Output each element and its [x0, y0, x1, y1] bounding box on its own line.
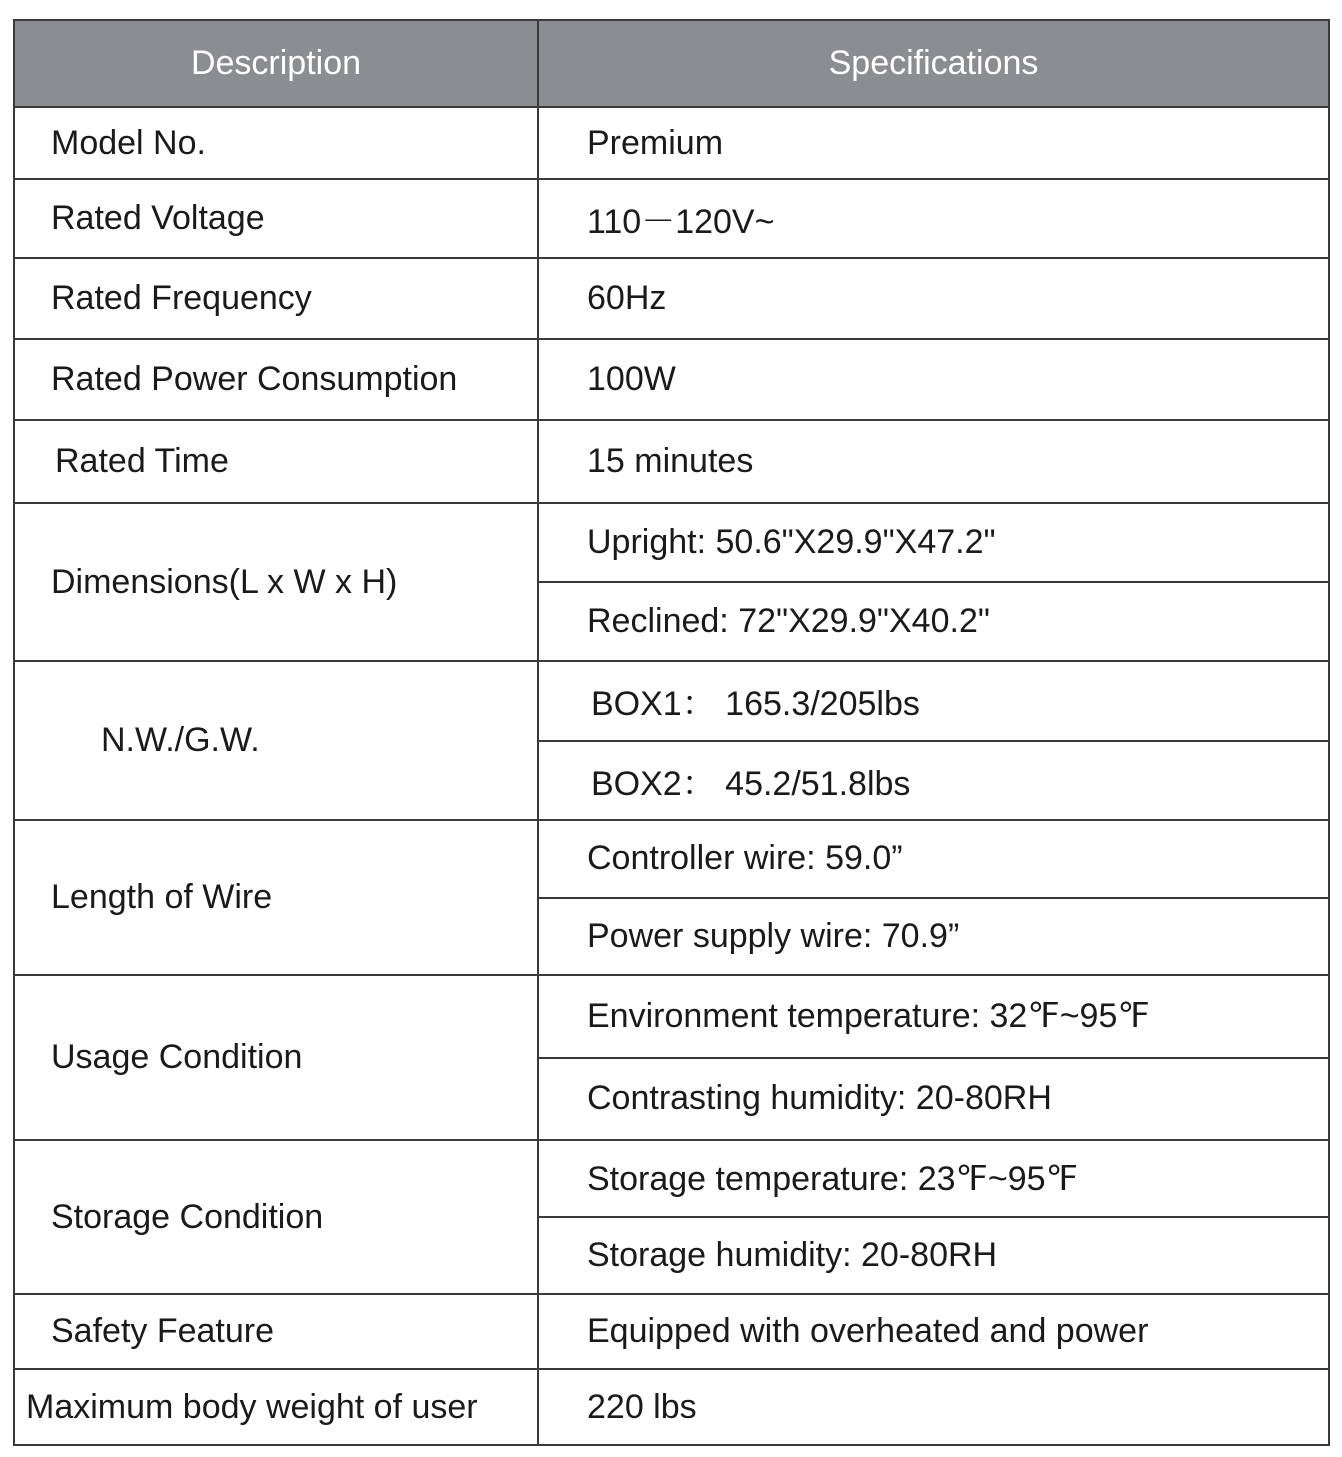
table-row [15, 974, 1328, 1139]
header-description: Description [15, 21, 539, 106]
table-row [15, 660, 1328, 819]
row-label: Safety Feature [15, 1295, 539, 1368]
row-value: Controller wire: 59.0” [587, 839, 903, 878]
row-value: Environment temperature: 32℉~95℉ [587, 997, 1150, 1036]
row-value: 60Hz [587, 279, 667, 317]
table-header [15, 21, 1328, 106]
row-value: BOX2： 45.2/51.8lbs [539, 740, 1328, 820]
row-value: 110－120V~ [587, 203, 775, 241]
row-value: Contrasting humidity: 20-80RH [539, 1057, 1328, 1140]
row-value: 100W [587, 360, 676, 398]
row-label: Maximum body weight of user [15, 1370, 539, 1444]
row-value: Storage humidity: 20-80RH [539, 1216, 1328, 1293]
row-label: Rated Time [15, 421, 539, 502]
row-label: Dimensions(L x W x H) [15, 504, 539, 660]
row-value: Storage temperature: 23℉~95℉ [587, 1159, 1078, 1198]
row-value: 220 lbs [587, 1387, 697, 1426]
table-row [15, 502, 1328, 660]
table-row [15, 1293, 1328, 1368]
table-row [15, 1368, 1328, 1444]
row-label: Rated Power Consumption [15, 340, 539, 419]
row-value: Premium [587, 123, 724, 162]
row-label: Rated Frequency [15, 259, 539, 338]
row-value: BOX1： 165.3/205lbs [591, 685, 920, 724]
row-label: Storage Condition [15, 1141, 539, 1293]
row-label: Length of Wire [15, 821, 539, 974]
row-value: Equipped with overheated and power [587, 1312, 1149, 1350]
table-row [15, 106, 1328, 178]
header-specifications: Specifications [828, 44, 1039, 82]
spec-table [13, 19, 1330, 1446]
table-row [15, 1139, 1328, 1293]
table-row [15, 257, 1328, 338]
row-value: Upright: 50.6"X29.9"X47.2" [587, 523, 996, 561]
table-row [15, 178, 1328, 257]
table-row [15, 338, 1328, 419]
row-value: 15 minutes [587, 442, 754, 480]
row-label: Model No. [15, 108, 539, 178]
row-label: N.W./G.W. [15, 662, 539, 819]
table-row [15, 819, 1328, 974]
row-value: Reclined: 72"X29.9"X40.2" [539, 581, 1328, 660]
row-value: Power supply wire: 70.9” [539, 897, 1328, 975]
table-row [15, 419, 1328, 502]
row-label: Rated Voltage [15, 180, 539, 257]
row-label: Usage Condition [15, 976, 539, 1139]
